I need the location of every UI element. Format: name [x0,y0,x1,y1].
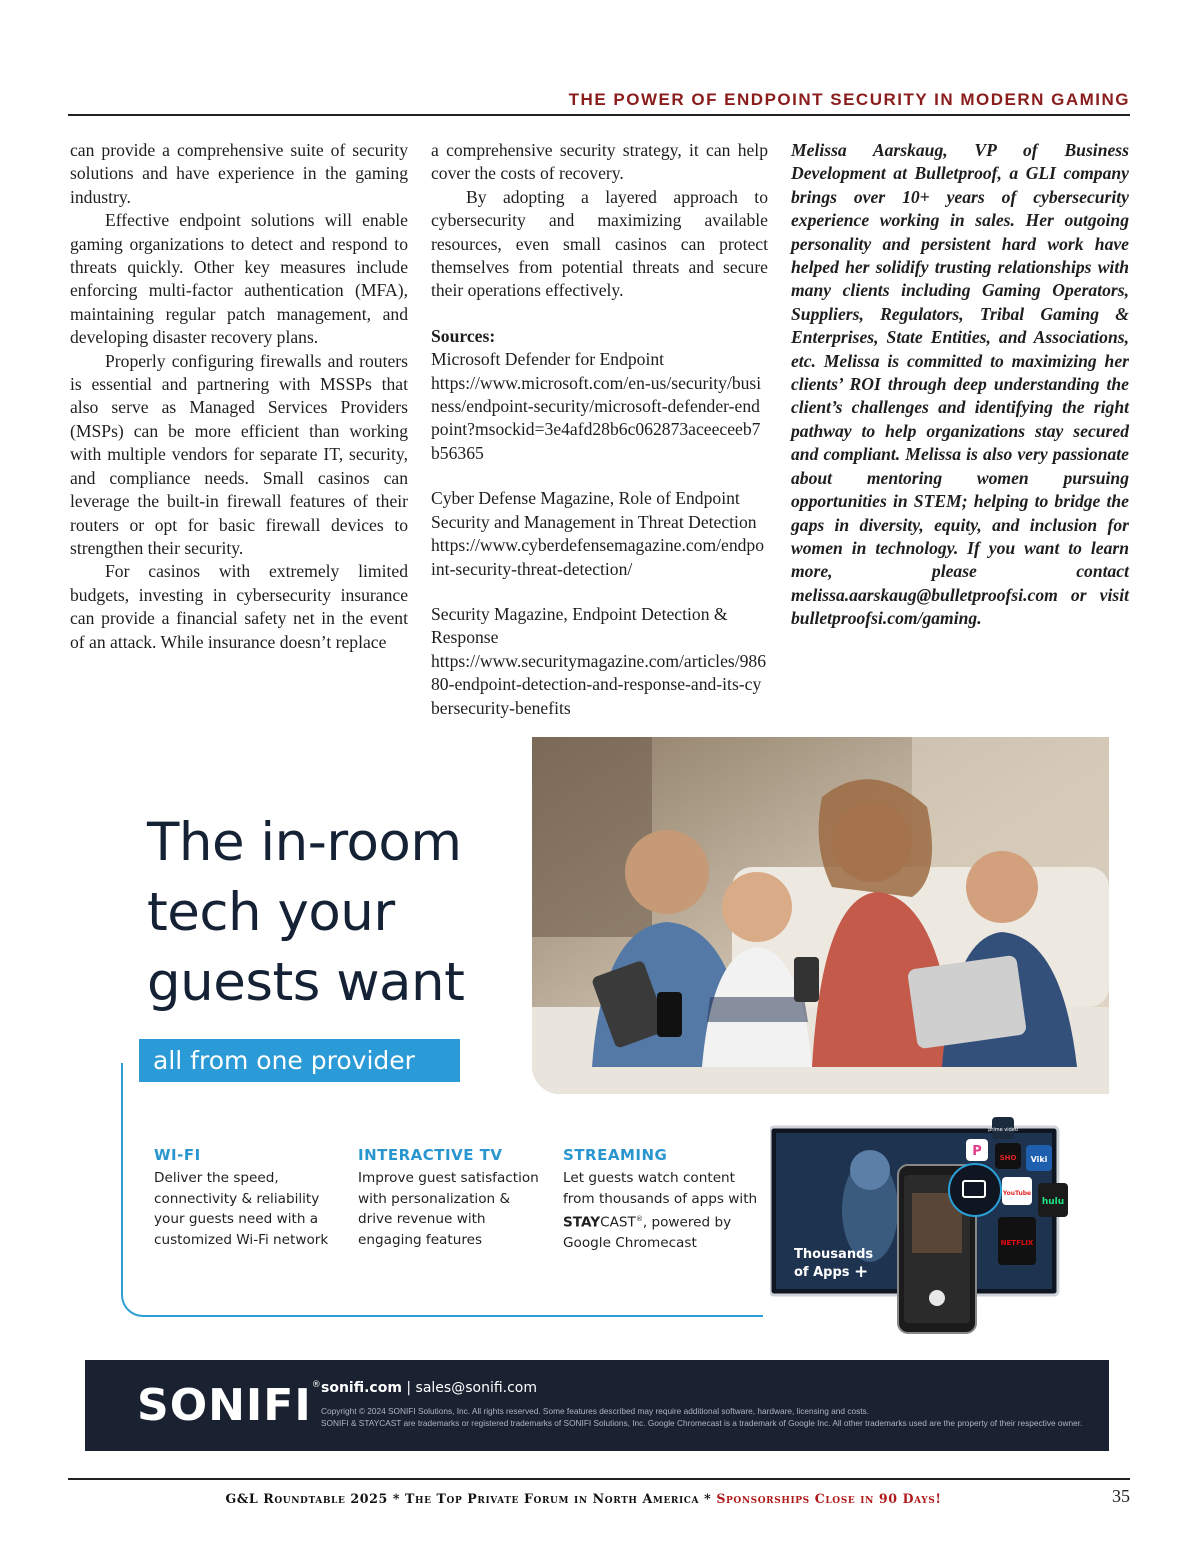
page-footer: G&L Roundtable 2025 * The Top Private Forum in North America * Sponsorships Close in 90 Days! [225,1491,942,1506]
app-badge: SHO [999,1154,1017,1162]
header-rule [68,114,1130,116]
author-bio: Melissa Aarskaug, VP of Business Development at Bulletproof, a GLI company brings over 10+ years of cybersecurity experience working in sales. Her outgoing personality and persistent hard work have helped her solidify trusting relationships with many clients including Gaming Operators, Suppliers, Regulators, Tribal Gaming & Enterprises, State Entities, and Associations, etc. Melissa is committed to maximizing her clients’ ROI through deep understanding the client’s challenges and identifying the right pathway to help organizations stay secured and compliant. Melissa is also very passionate about mentoring women pursuing opportunities in STEM; helping to bridge the gaps in diversity, equity, and inclusion for women in technology. If you want to learn more, please contact melissa.aarskaug@bulletproofsi.com or visit bulletproofsi.com/gaming. [791,140,1129,629]
sources-list [431,325,768,720]
headline-line: tech your [147,882,395,943]
email-link[interactable]: sales@sonifi.com [415,1380,538,1396]
headline-line: guests want [147,952,465,1013]
feature-interactive-tv [358,1146,548,1250]
sonifi-logo: SONIFI® [137,1380,322,1431]
feature-title: WI-FI [154,1146,201,1164]
feature-description: Deliver the speed, connectivity & reliability your guests need with a customized Wi-Fi network [154,1170,329,1248]
source-title: Security Magazine, Endpoint Detection & Response [431,603,728,648]
source-url[interactable]: https://www.microsoft.com/en-us/security/business/endpoint-security/microsoft-defender-endpoint?msockid=3e4afd28b6c062873aceeceeb7b56365 [431,372,762,463]
legal-text: Copyright © 2024 SONIFI Solutions, Inc. All rights reserved. Some features described may require additional software, hardware, licensing and costs. SONIFI & STAYCAST are trademarks or registered trademarks of SONIFI Solutions, Inc. Google Chromecast is a trademark of Google Inc. All other trademarks used are the property of their respective owner. [321,1406,1083,1428]
svg-text:+: + [854,1262,869,1282]
ad-tagline: all from one provider [139,1039,460,1082]
paragraph: can provide a comprehensive suite of security solutions and have experience in the gaming industry. [70,140,408,207]
source-title: Microsoft Defender for Endpoint [431,349,665,370]
source-title: Cyber Defense Magazine, Role of Endpoint Security and Management in Threat Detection [431,488,757,532]
ad-footer-bar [85,1360,1109,1451]
author-bio-column [791,139,1129,631]
website-link[interactable]: sonifi.com [321,1380,402,1396]
feature-title: STREAMING [563,1146,668,1164]
footer-rule [68,1478,1130,1480]
app-badge: NETFLIX [1000,1239,1034,1247]
family-photo [532,737,1109,1094]
feature-title: INTERACTIVE TV [358,1146,503,1164]
source-url[interactable]: https://www.securitymagazine.com/articles/98680-endpoint-detection-and-response-and-its-cybersecurity-benefits [431,650,767,718]
ad-contact: sonifi.com | sales@sonifi.com [321,1380,538,1396]
app-badge: YouTube [1002,1190,1032,1197]
footer-highlight: Sponsorships Close in 90 Days! [716,1491,942,1506]
source-url[interactable]: https://www.cyberdefensemagazine.com/endpoint-security-threat-detection/ [431,535,765,579]
tv-device-illustration [770,1115,1100,1340]
paragraph: For casinos with extremely limited budgets, investing in cybersecurity insurance can provide a financial safety net in the event of an attack. While insurance doesn’t replace [70,561,408,652]
feature-streaming [563,1146,763,1254]
paragraph: Properly configuring firewalls and routers is essential and partnering with MSSPs that also serve as Managed Services Providers (MSPs) can be more efficient than working with multiple vendors for separate IT, security, and compliance needs. Small casinos can leverage the built-in firewall features of their routers or opt for basic firewall devices to strengthen their security. [70,350,408,558]
article-column-2 [431,139,768,720]
sources-heading: Sources: [431,325,496,346]
page-number: 35 [1112,1486,1130,1506]
paragraph: Effective endpoint solutions will enable gaming organizations to detect and respond to threats quickly. Other key measures include enforcing multi-factor authentication (MFA), maintaining regular patch management, and developing disaster recovery plans. [70,210,408,348]
app-badge: P [972,1144,982,1159]
paragraph: By adopting a layered approach to cybersecurity and maximizing available resources, even small casinos can protect themselves from potential threats and secure their operations effectively. [431,186,768,301]
ad-headline [147,808,527,1018]
app-badge: prime video [988,1127,1018,1133]
paragraph: a comprehensive security strategy, it can help cover the costs of recovery. [431,140,768,184]
app-badge: hulu [1041,1197,1065,1207]
feature-description: Let guests watch content from thousands of apps with STAYCAST®, powered by Google Chromecast [563,1170,758,1252]
tv-screen-text: Thousands [794,1247,874,1262]
feature-description: Improve guest satisfaction with personalization & drive revenue with engaging features [358,1170,539,1248]
headline-line: The in-room [147,812,462,873]
tv-screen-text: of Apps [794,1265,850,1280]
feature-wifi [154,1146,344,1250]
article-column-1 [70,139,408,654]
app-badge: Viki [1030,1155,1048,1164]
running-header: THE POWER OF ENDPOINT SECURITY IN MODERN GAMING [568,90,1130,109]
